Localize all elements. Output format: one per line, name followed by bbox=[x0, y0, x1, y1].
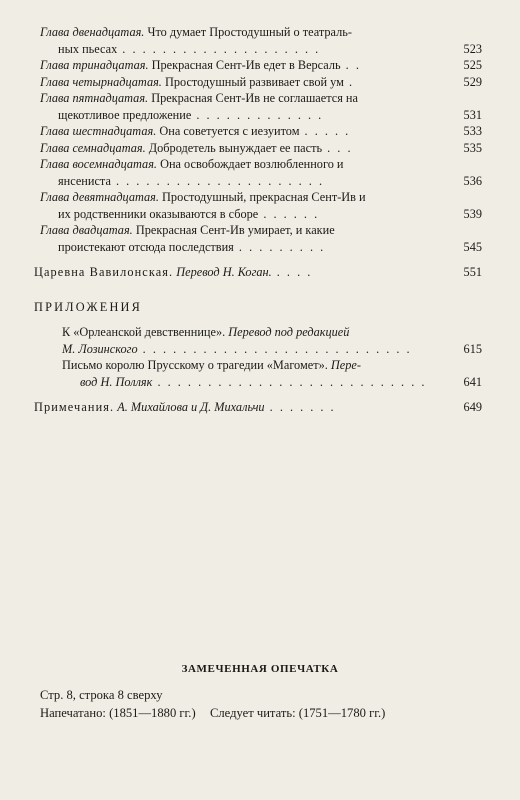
chapter-title: Она советуется с иезуитом bbox=[159, 124, 300, 138]
errata-correction bbox=[40, 704, 480, 722]
chapter-title: Прекрасная Сент-Ив не соглашается на bbox=[151, 91, 358, 105]
page-number: 525 bbox=[463, 58, 482, 72]
appendix-credit: Пере- bbox=[330, 358, 361, 372]
translator-credit: Перевод Н. Коган. bbox=[176, 265, 272, 279]
appendix-heading: ПРИЛОЖЕНИЯ bbox=[34, 299, 143, 314]
leader-dots: . . . . . . . . . bbox=[233, 239, 326, 254]
chapter-title-cont: ных пьесах bbox=[58, 41, 118, 56]
chapter-prefix: Глава восемнадцатая. bbox=[40, 157, 157, 171]
chapter-prefix: Глава двадцатая. bbox=[40, 223, 133, 237]
toc-entry-princess-of-babylon[interactable] bbox=[34, 264, 482, 281]
chapter-prefix: Глава пятнадцатая. bbox=[40, 91, 149, 105]
leader-dots: . . . . bbox=[271, 265, 313, 279]
chapter-title-cont: щекотливое предложение bbox=[58, 107, 192, 122]
toc-entry-chapter-20[interactable] bbox=[40, 222, 482, 255]
leader-dots: . . . . . . . . . . . . . . . . . . . . . bbox=[110, 173, 325, 188]
chapter-prefix: Глава шестнадцатая. bbox=[40, 124, 157, 138]
chapter-prefix: Глава семнадцатая. bbox=[40, 140, 146, 155]
errata-block bbox=[40, 660, 480, 722]
chapter-prefix: Глава двенадцатая. bbox=[40, 25, 145, 39]
toc-entry-chapter-13[interactable] bbox=[40, 57, 482, 74]
toc-entry-chapter-16[interactable] bbox=[40, 123, 482, 140]
page-number: 523 bbox=[463, 41, 482, 56]
leader-dots: . . . . . . . . . . . . . bbox=[191, 107, 324, 122]
leader-dots: . . . . . bbox=[299, 124, 351, 138]
appendix-title: Письмо королю Прусскому о трагедии «Магомет». bbox=[62, 358, 328, 372]
toc-entry-notes[interactable] bbox=[34, 399, 482, 416]
chapter-title: Она освобождает возлюбленного и bbox=[160, 157, 344, 171]
leader-dots: . . . . . . . . . . . . . . . . . . . . . . . . . . . bbox=[137, 341, 412, 356]
chapter-title: Добродетель вынуждает ее пасть bbox=[148, 140, 323, 155]
read-label: Следует читать: bbox=[209, 706, 296, 720]
toc-entry-chapter-19[interactable] bbox=[40, 189, 482, 222]
toc-entry-appendix-2[interactable] bbox=[62, 357, 482, 390]
page-number: 531 bbox=[463, 107, 482, 122]
page-number: 539 bbox=[463, 206, 482, 221]
chapter-title: Прекрасная Сент-Ив умирает, и какие bbox=[135, 223, 335, 237]
notes-title: Примечания. bbox=[34, 400, 115, 414]
leader-dots: . bbox=[343, 74, 355, 89]
chapter-title: Простодушный развивает свой ум bbox=[164, 74, 344, 89]
toc-entry-chapter-15[interactable] bbox=[40, 90, 482, 123]
leader-dots: . . . . . . bbox=[258, 206, 320, 221]
toc-entry-chapter-17[interactable] bbox=[40, 140, 482, 157]
notes-authors: А. Михайлова и Д. Михальчи bbox=[117, 400, 265, 414]
page-number: 529 bbox=[463, 74, 482, 89]
printed-value: (1851—1880 гг.) bbox=[109, 706, 196, 720]
table-of-contents bbox=[34, 24, 482, 416]
page-number: 545 bbox=[463, 239, 482, 254]
read-value: (1751—1780 гг.) bbox=[298, 706, 386, 720]
chapter-title: Прекрасная Сент-Ив едет в Версаль bbox=[151, 58, 341, 72]
chapter-prefix: Глава девятнадцатая. bbox=[40, 190, 159, 204]
work-title: Царевна Вавилонская. bbox=[34, 265, 174, 279]
page-number: 535 bbox=[463, 140, 482, 155]
chapter-title-cont: их родственники оказываются в сборе bbox=[58, 206, 259, 221]
errata-location: Стр. 8, строка 8 сверху bbox=[40, 688, 163, 702]
page-number: 649 bbox=[463, 400, 482, 414]
page-number: 536 bbox=[463, 173, 482, 188]
leader-dots: . . . bbox=[322, 140, 353, 155]
leader-dots: . . . . . . . . . . . . . . . . . . . . . . . . . . . bbox=[152, 374, 427, 389]
chapter-title-cont: проистекают отсюда последствия bbox=[58, 239, 234, 254]
toc-entry-chapter-12[interactable] bbox=[40, 24, 482, 57]
page-number: 615 bbox=[463, 341, 482, 356]
leader-dots: . . . . . . . . . . . . . . . . . . . . bbox=[117, 41, 321, 56]
toc-entry-chapter-18[interactable] bbox=[40, 156, 482, 189]
chapter-title: Что думает Простодушный о театраль- bbox=[147, 25, 352, 39]
page-number: 533 bbox=[463, 124, 482, 138]
chapter-prefix: Глава четырнадцатая. bbox=[40, 74, 162, 89]
appendix-credit: Перевод под редакцией bbox=[228, 325, 350, 339]
toc-entry-chapter-14[interactable] bbox=[40, 74, 482, 91]
appendix-title: К «Орлеанской девственнице». bbox=[62, 325, 226, 339]
page-number: 551 bbox=[463, 265, 482, 279]
chapter-title-cont: янсениста bbox=[58, 173, 111, 188]
errata-title: ЗАМЕЧЕННАЯ ОПЕЧАТКА bbox=[181, 663, 339, 675]
leader-dots: . . bbox=[340, 58, 361, 72]
leader-dots: . . . . . . . bbox=[264, 400, 336, 414]
chapter-prefix: Глава тринадцатая. bbox=[40, 58, 149, 72]
chapter-title: Простодушный, прекрасная Сент-Ив и bbox=[162, 190, 366, 204]
appendix-credit-cont: М. Лозинского bbox=[62, 341, 138, 356]
page-number: 641 bbox=[463, 374, 482, 389]
printed-label: Напечатано: bbox=[40, 706, 106, 720]
appendix-credit-cont: вод Н. Полляк bbox=[80, 374, 153, 389]
toc-entry-appendix-1[interactable] bbox=[62, 324, 482, 357]
